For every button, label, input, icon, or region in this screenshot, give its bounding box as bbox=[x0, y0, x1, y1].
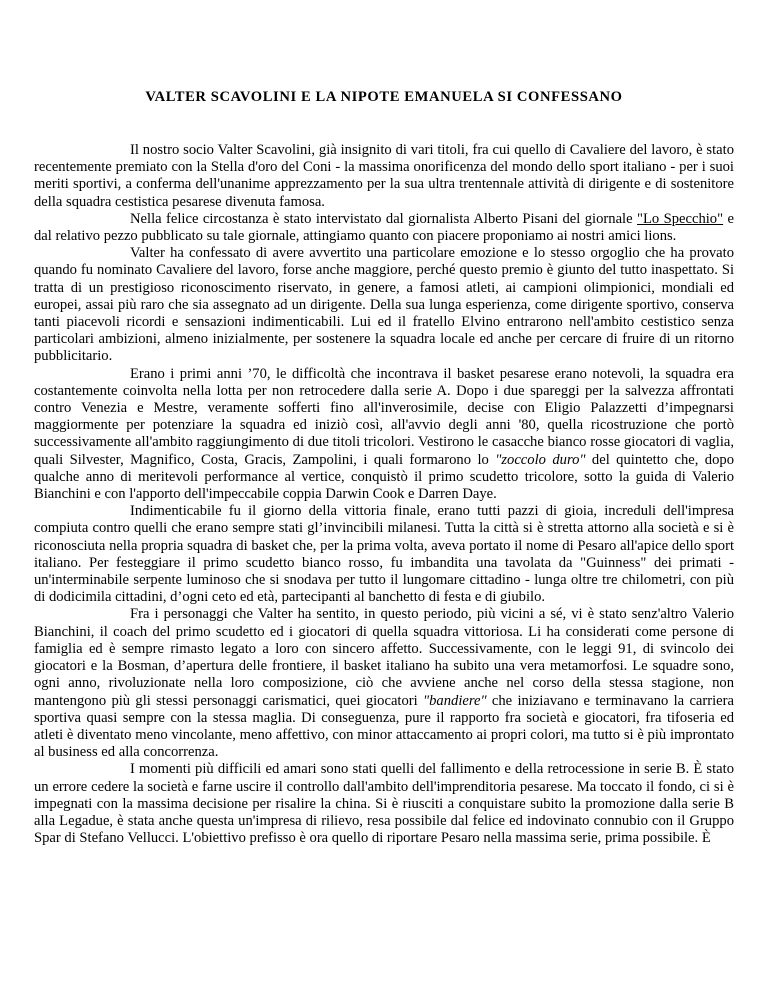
paragraph-1: Il nostro socio Valter Scavolini, già insignito di vari titoli, fra cui quello di Cavaliere del lavoro, è stato recentemente premiato con la Stella d'oro del Coni - la massima onorificenza del mondo dello sport italiano - per i suoi meriti sportivi, a conferma dell'unanime apprezzamento per la sua ultra trentennale attività di dirigente e di sostenitore della squadra cestistica pesarese divenuta famosa. bbox=[34, 142, 734, 210]
paragraph-5: Indimenticabile fu il giorno della vittoria finale, erano tutti pazzi di gioia, increduli dell'impresa compiuta contro quelli che erano sempre stati gl’invincibili milanesi. Tutta la città si è stretta attorno alla società e si è riconosciuta nella propria squadra di basket che, per la prima volta, aveva portato il nome di Pesaro all'apice dello sport italiano. Per festeggiare il primo scudetto bianco rosso, fu imbandita una tavolata da "Guinness" dei primati - un'interminabile serpente luminoso che si snodava per tutto il lungomare cittadino - lunga oltre tre chilometri, con più di dodicimila cittadini, d’ogni ceto ed età, partecipanti al banchetto di festa e di giubilo. bbox=[34, 503, 734, 606]
document-title: VALTER SCAVOLINI E LA NIPOTE EMANUELA SI CONFESSANO bbox=[145, 89, 623, 105]
document-page bbox=[34, 0, 734, 994]
paragraph-2 bbox=[34, 211, 734, 245]
paragraph-4-text-before: Erano i primi anni ’70, le difficoltà che incontrava il basket pesarese erano notevoli, la squadra era costantemente coinvolta nella lotta per non retrocedere dalla serie A. Dopo i due spareggi per la salvezza affrontati contro Venezia e Mestre, veramente sofferti fino all'inverosimile, decise con Eligio Palazzetti d’impegnarsi maggiormente per potenziare la squadra ed iniziò così, all'avvio degli anni '80, quella ricostruzione che portò successivamente all'ambito raggiungimento di due titoli tricolori. Vestirono le casacche bianco rosse giocatori di vaglia, quali Silvester, Magnifico, Costa, Gracis, Zampolini, i quali formarono lo bbox=[34, 365, 734, 468]
paragraph-6-text-before: Fra i personaggi che Valter ha sentito, in questo periodo, più vicini a sé, vi è stato senz'altro Valerio Bianchini, il coach del primo scudetto ed i giocatori di quella squadra vittoriosa. Li ha considerati come persone di famiglia ed è sempre rimasto legato a loro con sincero affetto. Successivamente, con le leggi 91, di svincolo dei giocatori e la Bosman, d’apertura delle frontiere, il basket italiano ha subito una vera metamorfosi. Le squadre sono, ogni anno, rivoluzionate nella loro composizione, ciò che avviene anche nel corso della stessa stagione, non mantengono più gli stessi personaggi carismatici, quei giocatori bbox=[34, 606, 734, 709]
paragraph-2-text-after: e dal relativo pezzo pubblicato su tale giornale, attingiamo quanto con piacere proponiamo ai nostri amici lions. bbox=[34, 210, 734, 245]
italic-phrase-bandiere: "bandiere" bbox=[423, 692, 487, 709]
paragraph-4-text-after: del quintetto che, dopo qualche anno di meritevoli performance al vertice, conquistò il primo scudetto tricolore, sotto la guida di Valerio Bianchini e con l'apporto dell'impeccabile coppia Darwin Cook e Darren Daye. bbox=[34, 451, 734, 503]
newspaper-name: "Lo Specchio" bbox=[637, 210, 724, 227]
paragraph-6-text-after: che iniziavano e terminavano la carriera sportiva quasi sempre con la stessa maglia. Di conseguenza, pure il rapporto fra società e giocatori, fra tifoseria ed atleti è diventato meno vincolante, meno affettivo, con minor attaccamento ai propri colori, ma tutto si è più improntato al business ed alla concorrenza. bbox=[34, 692, 734, 761]
paragraph-4 bbox=[34, 366, 734, 504]
document-body bbox=[34, 142, 734, 847]
paragraph-3: Valter ha confessato di avere avvertito una particolare emozione e lo stesso orgoglio che ha provato quando fu nominato Cavaliere del lavoro, forse anche maggiore, perché questo premio è giunto del tutto inaspettato. Si tratta di un prestigioso riconoscimento riservato, in genere, a famosi atleti, ai campioni olimpionici, mondiali ed europei, assai più raro che sia assegnato ad un dirigente. Della sua lunga esperienza, come dirigente sportivo, conserva tanti piacevoli ricordi e sensazioni indimenticabili. Lui ed il fratello Elvino entrarono nell'ambito cestistico senza particolari ambizioni, almeno inizialmente, per sostenere la squadra locale ed anche per cercare di fruire di un ritorno pubblicitario. bbox=[34, 245, 734, 365]
paragraph-7: I momenti più difficili ed amari sono stati quelli del fallimento e della retrocessione in serie B. È stato un errore cedere la società e farne uscire il controllo dall'ambito dell'imprenditoria pesarese. Ma toccato il fondo, ci si è impegnati con la massima decisione per risalire la china. Si è riusciti a conquistare subito la promozione dalla serie B alla Legadue, è stata anche questa un'impresa di rilievo, resa possibile dal felice ed indovinato connubio con il Gruppo Spar di Stefano Vellucci. L'obiettivo prefisso è ora quello di riportare Pesaro nella massima serie, prima possibile. È bbox=[34, 761, 734, 847]
paragraph-2-text-before: Nella felice circostanza è stato intervistato dal giornalista Alberto Pisani del giornale bbox=[130, 210, 638, 227]
paragraph-6 bbox=[34, 606, 734, 761]
italic-phrase-zoccolo-duro: "zoccolo duro" bbox=[495, 451, 586, 468]
